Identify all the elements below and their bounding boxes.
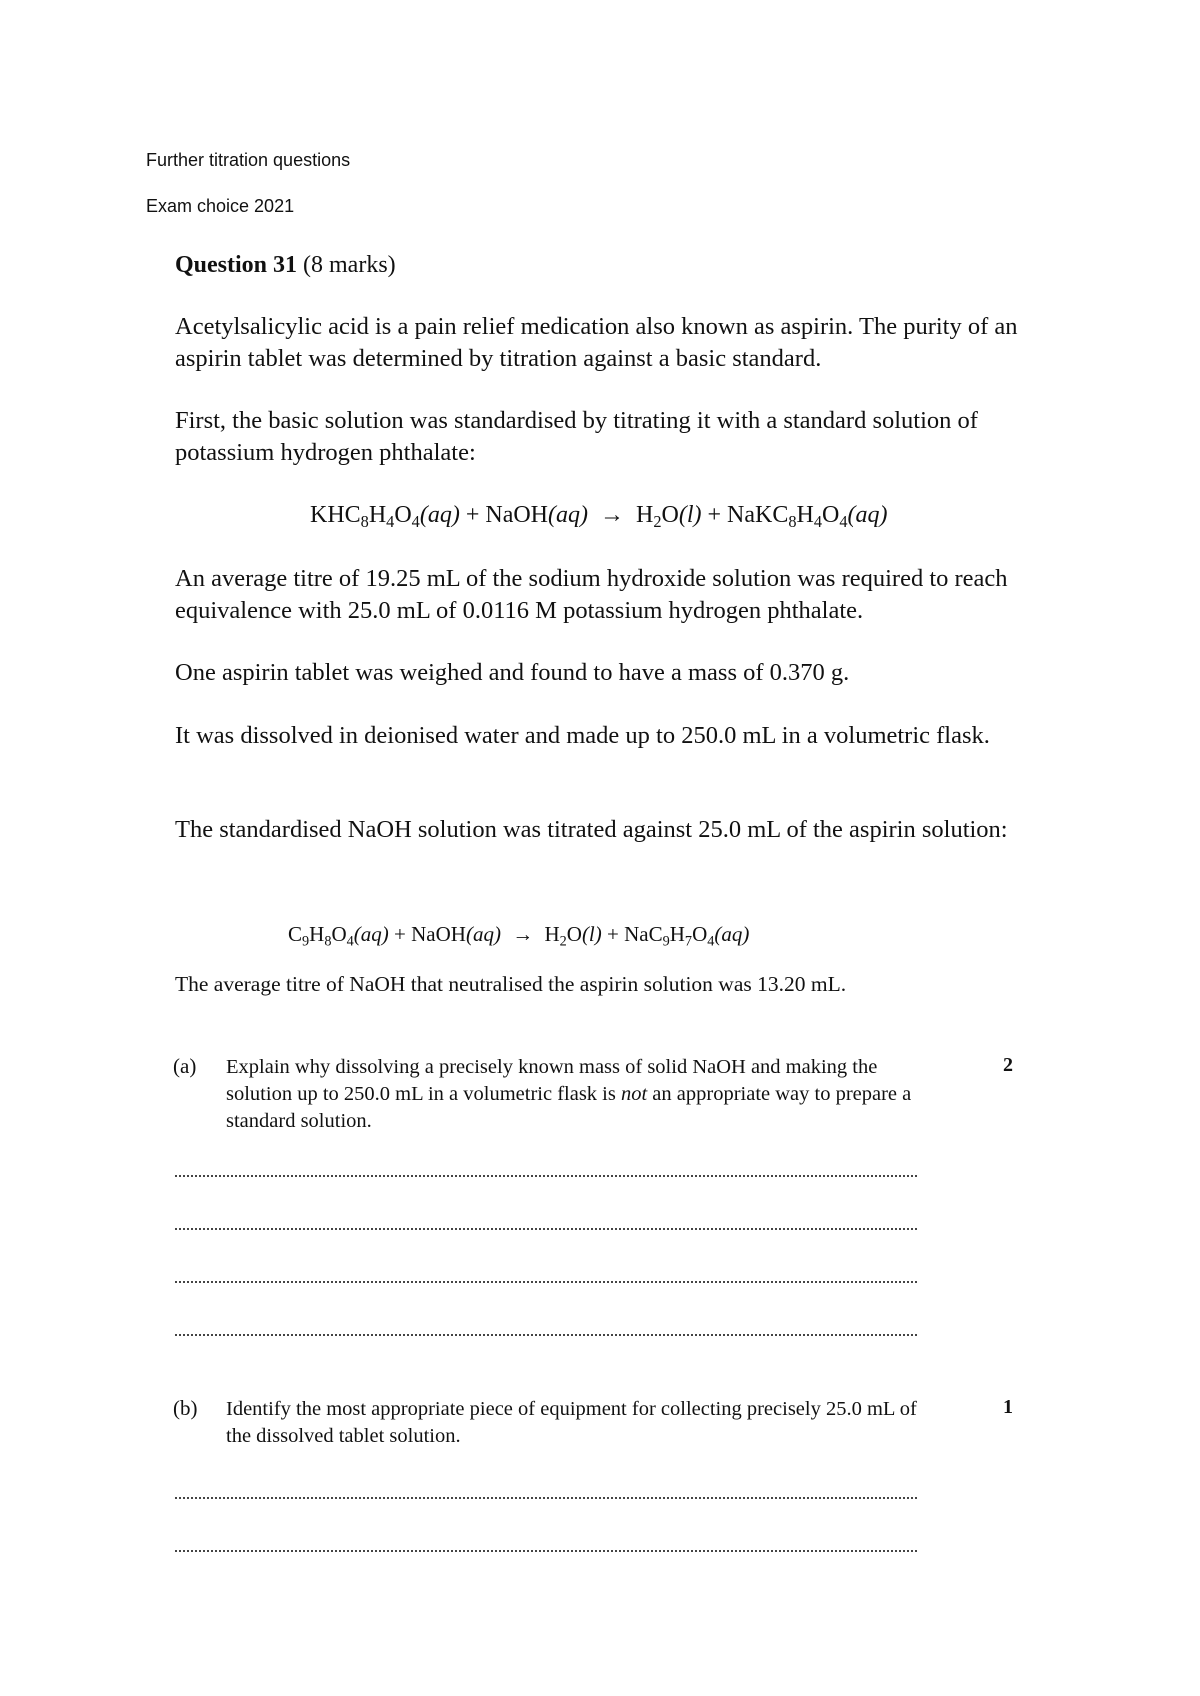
standardisation-paragraph: First, the basic solution was standardised by titrating it with a standard solution of potassium hydrogen phthalate: bbox=[175, 407, 978, 466]
document-heading: Further titration questions bbox=[146, 150, 351, 170]
part-a-question: Explain why dissolving a precisely known mass of solid NaOH and making the solution up to 250.0 mL in a volumetric flask is not an appropriate way to prepare a standard solution. bbox=[226, 1056, 912, 1132]
part-b-marks: 1 bbox=[1003, 1396, 1013, 1418]
question-marks: (8 marks) bbox=[303, 252, 396, 278]
answer-line[interactable] bbox=[175, 1228, 917, 1230]
part-a-label: (a) bbox=[173, 1054, 197, 1078]
mass-paragraph: One aspirin tablet was weighed and found to have a mass of 0.370 g. bbox=[175, 659, 850, 686]
answer-line[interactable] bbox=[175, 1497, 917, 1499]
document-subheading: Exam choice 2021 bbox=[146, 196, 295, 216]
answer-line[interactable] bbox=[175, 1175, 917, 1177]
dissolution-paragraph: It was dissolved in deionised water and made up to 250.0 mL in a volumetric flask. bbox=[175, 722, 990, 749]
question-number: Question 31 bbox=[175, 252, 298, 278]
aspirin-equation: $C_9H_8O_4(aq)$ + NaOH(aq) → $H_2O(l) + NaC_9H_7O_4(aq)$ bbox=[288, 922, 750, 950]
part-b-label: (b) bbox=[173, 1396, 198, 1420]
answer-line[interactable] bbox=[175, 1550, 917, 1552]
intro-paragraph: Acetylsalicylic acid is a pain relief medication also known as aspirin. The purity of an aspirin tablet was determined by titration against a basic standard. bbox=[175, 313, 1018, 372]
question-title bbox=[175, 252, 396, 279]
answer-line[interactable] bbox=[175, 1334, 917, 1336]
part-a-marks: 2 bbox=[1003, 1054, 1013, 1076]
aspirin-titration-paragraph: The standardised NaOH solution was titrated against 25.0 mL of the aspirin solution: bbox=[175, 816, 1008, 843]
reaction-arrow-icon: → bbox=[600, 502, 624, 528]
phthalate-equation: $KHC_8H_4O_4(aq)$ + NaOH(aq) → $H_2O(l)$ + $NaKC_8H_4O_4(aq)$ bbox=[310, 502, 888, 531]
titre-paragraph: An average titre of 19.25 mL of the sodium hydroxide solution was required to reach equivalence with 25.0 mL of 0.0116 M potassium hydrogen phthalate. bbox=[175, 565, 1008, 624]
answer-line[interactable] bbox=[175, 1281, 917, 1283]
reaction-arrow-icon: → bbox=[512, 922, 534, 946]
part-b-question: Identify the most appropriate piece of equipment for collecting precisely 25.0 mL of the dissolved tablet solution. bbox=[226, 1398, 917, 1447]
average-titre-paragraph: The average titre of NaOH that neutralised the aspirin solution was 13.20 mL. bbox=[175, 972, 847, 996]
